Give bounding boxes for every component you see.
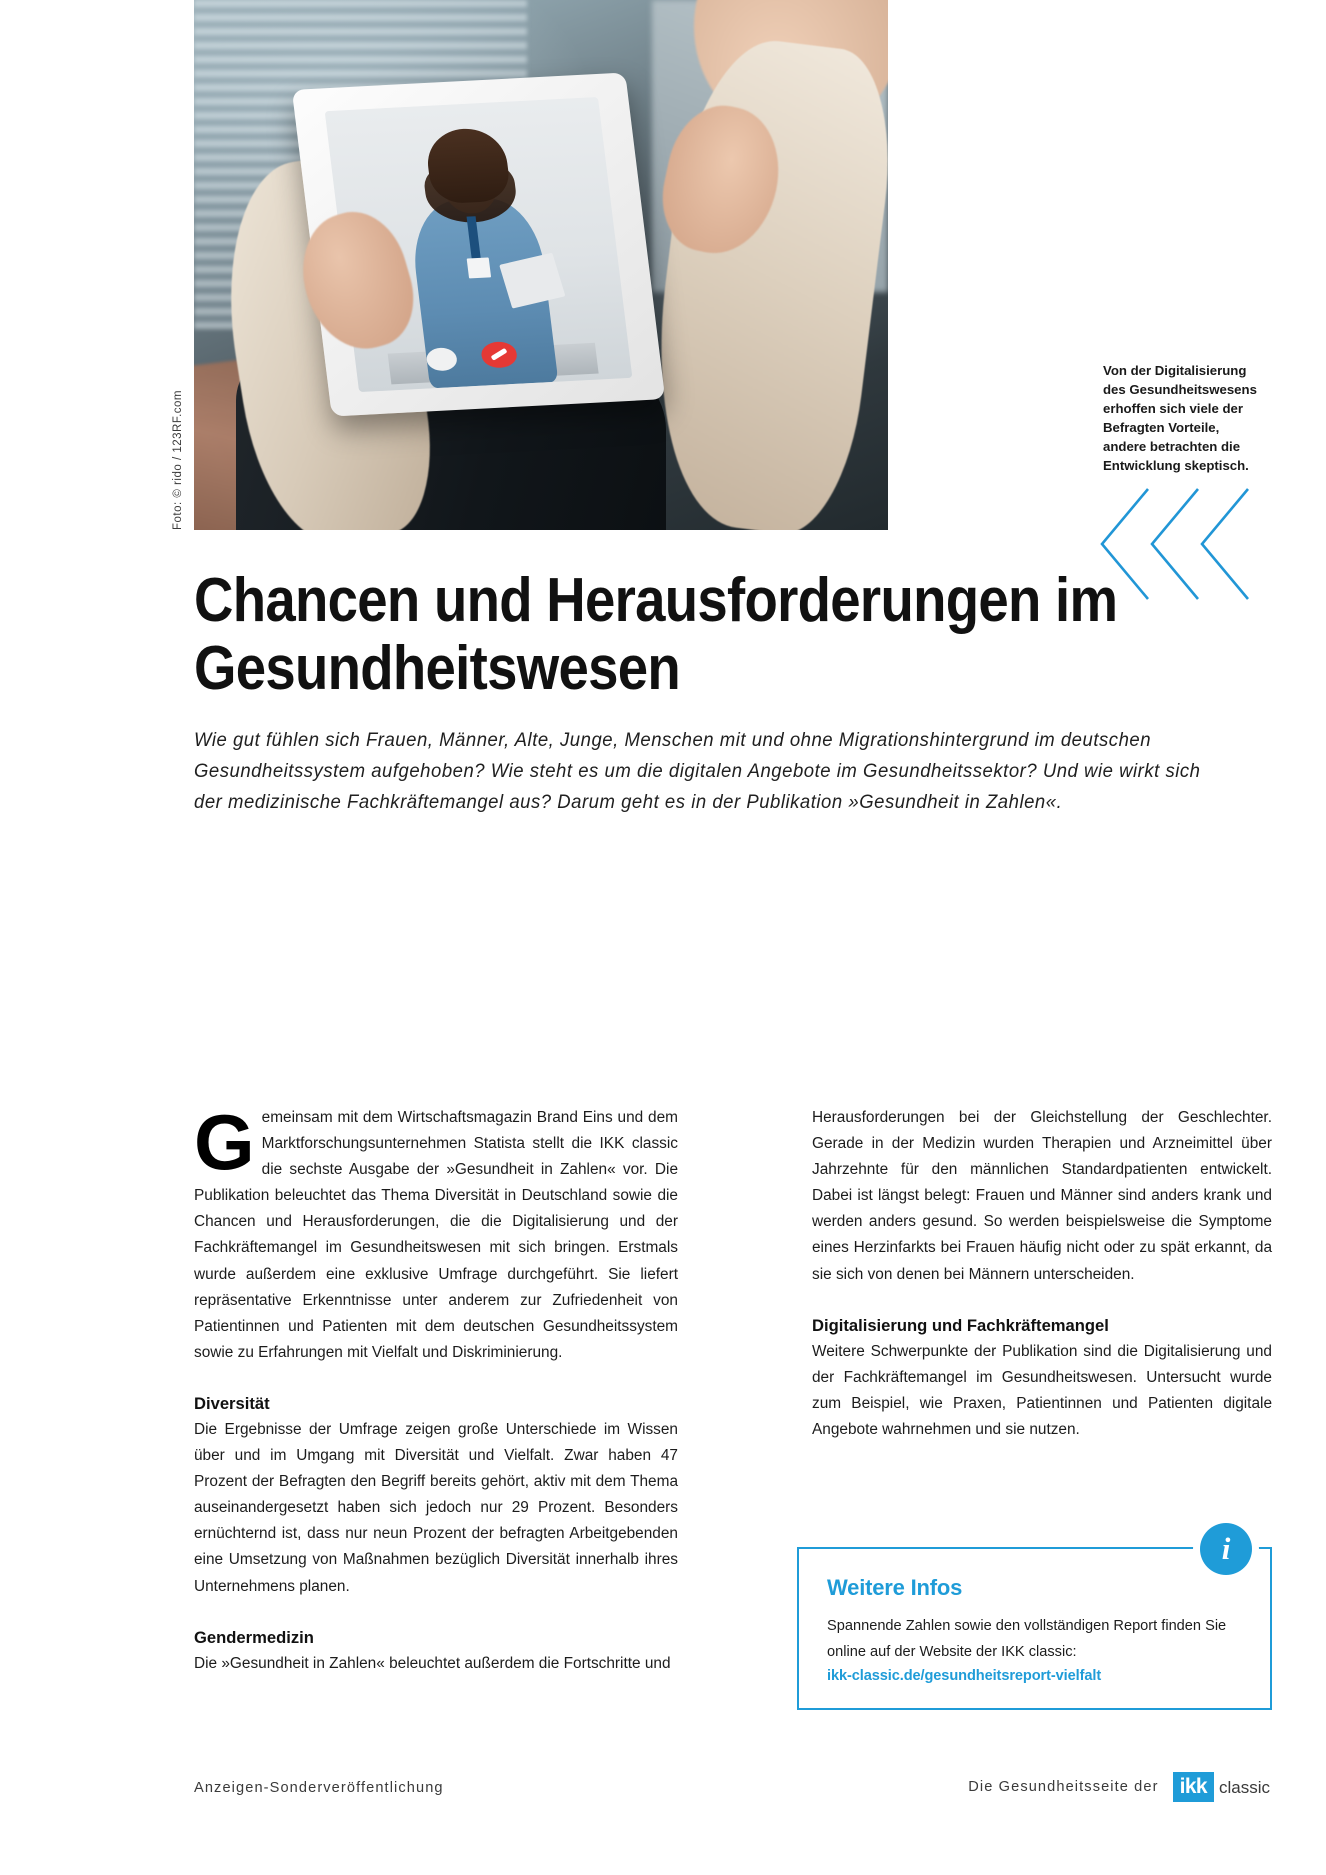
ikk-logo-word: classic — [1218, 1777, 1270, 1797]
subhead-gendermedizin: Gendermedizin — [194, 1627, 314, 1647]
footer-brand-label: Die Gesundheitsseite der — [968, 1779, 1159, 1795]
standfirst: Wie gut fühlen sich Frauen, Männer, Alte, Junge, Menschen mit und ohne Migrationshintergrund im deutschen Gesundheitssystem aufgehoben? Wie steht es um die digitalen Angebote im Gesundheitssektor? Und wie wirkt sich der medizinische Fachkräftemangel aus? Darum geht es in der Publikation »Gesundheit in Zahlen«. — [194, 729, 1201, 813]
footer-disclaimer: Anzeigen-Sonderveröffentlichung — [194, 1780, 444, 1796]
info-box-title: Weitere Infos — [827, 1575, 963, 1600]
paragraph-diversitaet: Die Ergebnisse der Umfrage zeigen große Unterschiede im Wissen über und im Umgang mit Diversität und Vielfalt. Zwar haben 47 Prozent der Befragten den Begriff bereits gehört, aktiv mit dem Thema auseinandergesetzt haben sich jedoch nur 29 Prozent. Besonders ernüchternd ist, dass nur neun Prozent der befragten Arbeitgebenden eine Umsetzung von Maßnahmen bezüglich Diversität innerhalb ihres Unternehmens planen. — [194, 1420, 678, 1595]
doctor-id-badge — [467, 257, 491, 278]
info-box-link[interactable]: ikk-classic.de/gesundheitsreport-vielfalt — [827, 1668, 1102, 1684]
photo-credit: Foto: © rido / 123RF.com — [172, 390, 184, 530]
paragraph-gendermedizin: Die »Gesundheit in Zahlen« beleuchtet außerdem die Fortschritte und — [194, 1654, 671, 1672]
intro-text: emeinsam mit dem Wirtschaftsmagazin Brand Eins und dem Marktforschungsunternehmen Statista stellt die IKK classic die sechste Ausgabe der »Gesundheit in Zahlen« vor. Die Publikation beleuchtet das Thema Diversität in Deutschland sowie die Chancen und Herausforderungen, die die Digitalisierung und der Fachkräftemangel im Gesundheitswesen mit sich bringen. Erstmals wurde außerdem eine exklusive Umfrage durchgeführt. Sie liefert repräsentative Erkenntnisse unter anderem zur Zufriedenheit von Patientinnen und Patienten mit dem deutschen Gesundheitssystem sowie zu Erfahrungen mit Vielfalt und Diskriminierung. — [194, 1109, 678, 1361]
ikk-classic-logo — [1173, 1772, 1270, 1802]
chevron-left-icon — [1100, 487, 1280, 602]
page-title: Chancen und Herausforderungen im Gesundheitswesen — [194, 566, 1118, 703]
body-column-right — [812, 1105, 1272, 1443]
ikk-logo-mark: ikk — [1173, 1772, 1214, 1802]
footer-brand — [968, 1772, 1270, 1802]
paragraph-digitalisierung: Weitere Schwerpunkte der Publikation sind die Digitalisierung und der Fachkräftemangel im Gesundheitswesen. Untersucht wurde zum Beispiel, wie Praxen, Patientinnen und Patienten digitale Angebote wahrnehmen und sie nutzen. — [812, 1342, 1272, 1438]
hero-photo — [194, 0, 888, 530]
info-icon: i — [1200, 1523, 1252, 1575]
photo-background — [194, 0, 888, 530]
subhead-digitalisierung: Digitalisierung und Fachkräftemangel — [812, 1315, 1109, 1335]
intro-paragraph — [194, 1098, 678, 1366]
drop-cap: G — [194, 1098, 255, 1186]
info-box-text: Spannende Zahlen sowie den vollständigen Report finden Sie online auf der Website der IKK classic: — [827, 1618, 1227, 1660]
subhead-diversitaet: Diversität — [194, 1393, 270, 1413]
paragraph-gendermedizin-continued: Herausforderungen bei der Gleichstellung der Geschlechter. Gerade in der Medizin wurden Therapien und Arzneimittel über Jahrzehnte für den männlichen Standardpatienten entwickelt. Dabei ist längst belegt: Frauen und Männer sind anders krank und werden anders gesund. So werden beispielsweise die Symptome eines Herzinfarkts bei Frauen häufig nicht oder zu spät erkannt, da sie sich von denen bei Männern unterscheiden. — [812, 1109, 1272, 1283]
photo-caption: Von der Digitalisierung des Gesundheitswesens erhoffen sich viele der Befragten Vorteile, andere betrachten die Entwicklung skeptisch. — [1103, 363, 1257, 473]
info-box — [797, 1531, 1272, 1710]
body-column-left — [194, 1098, 678, 1677]
